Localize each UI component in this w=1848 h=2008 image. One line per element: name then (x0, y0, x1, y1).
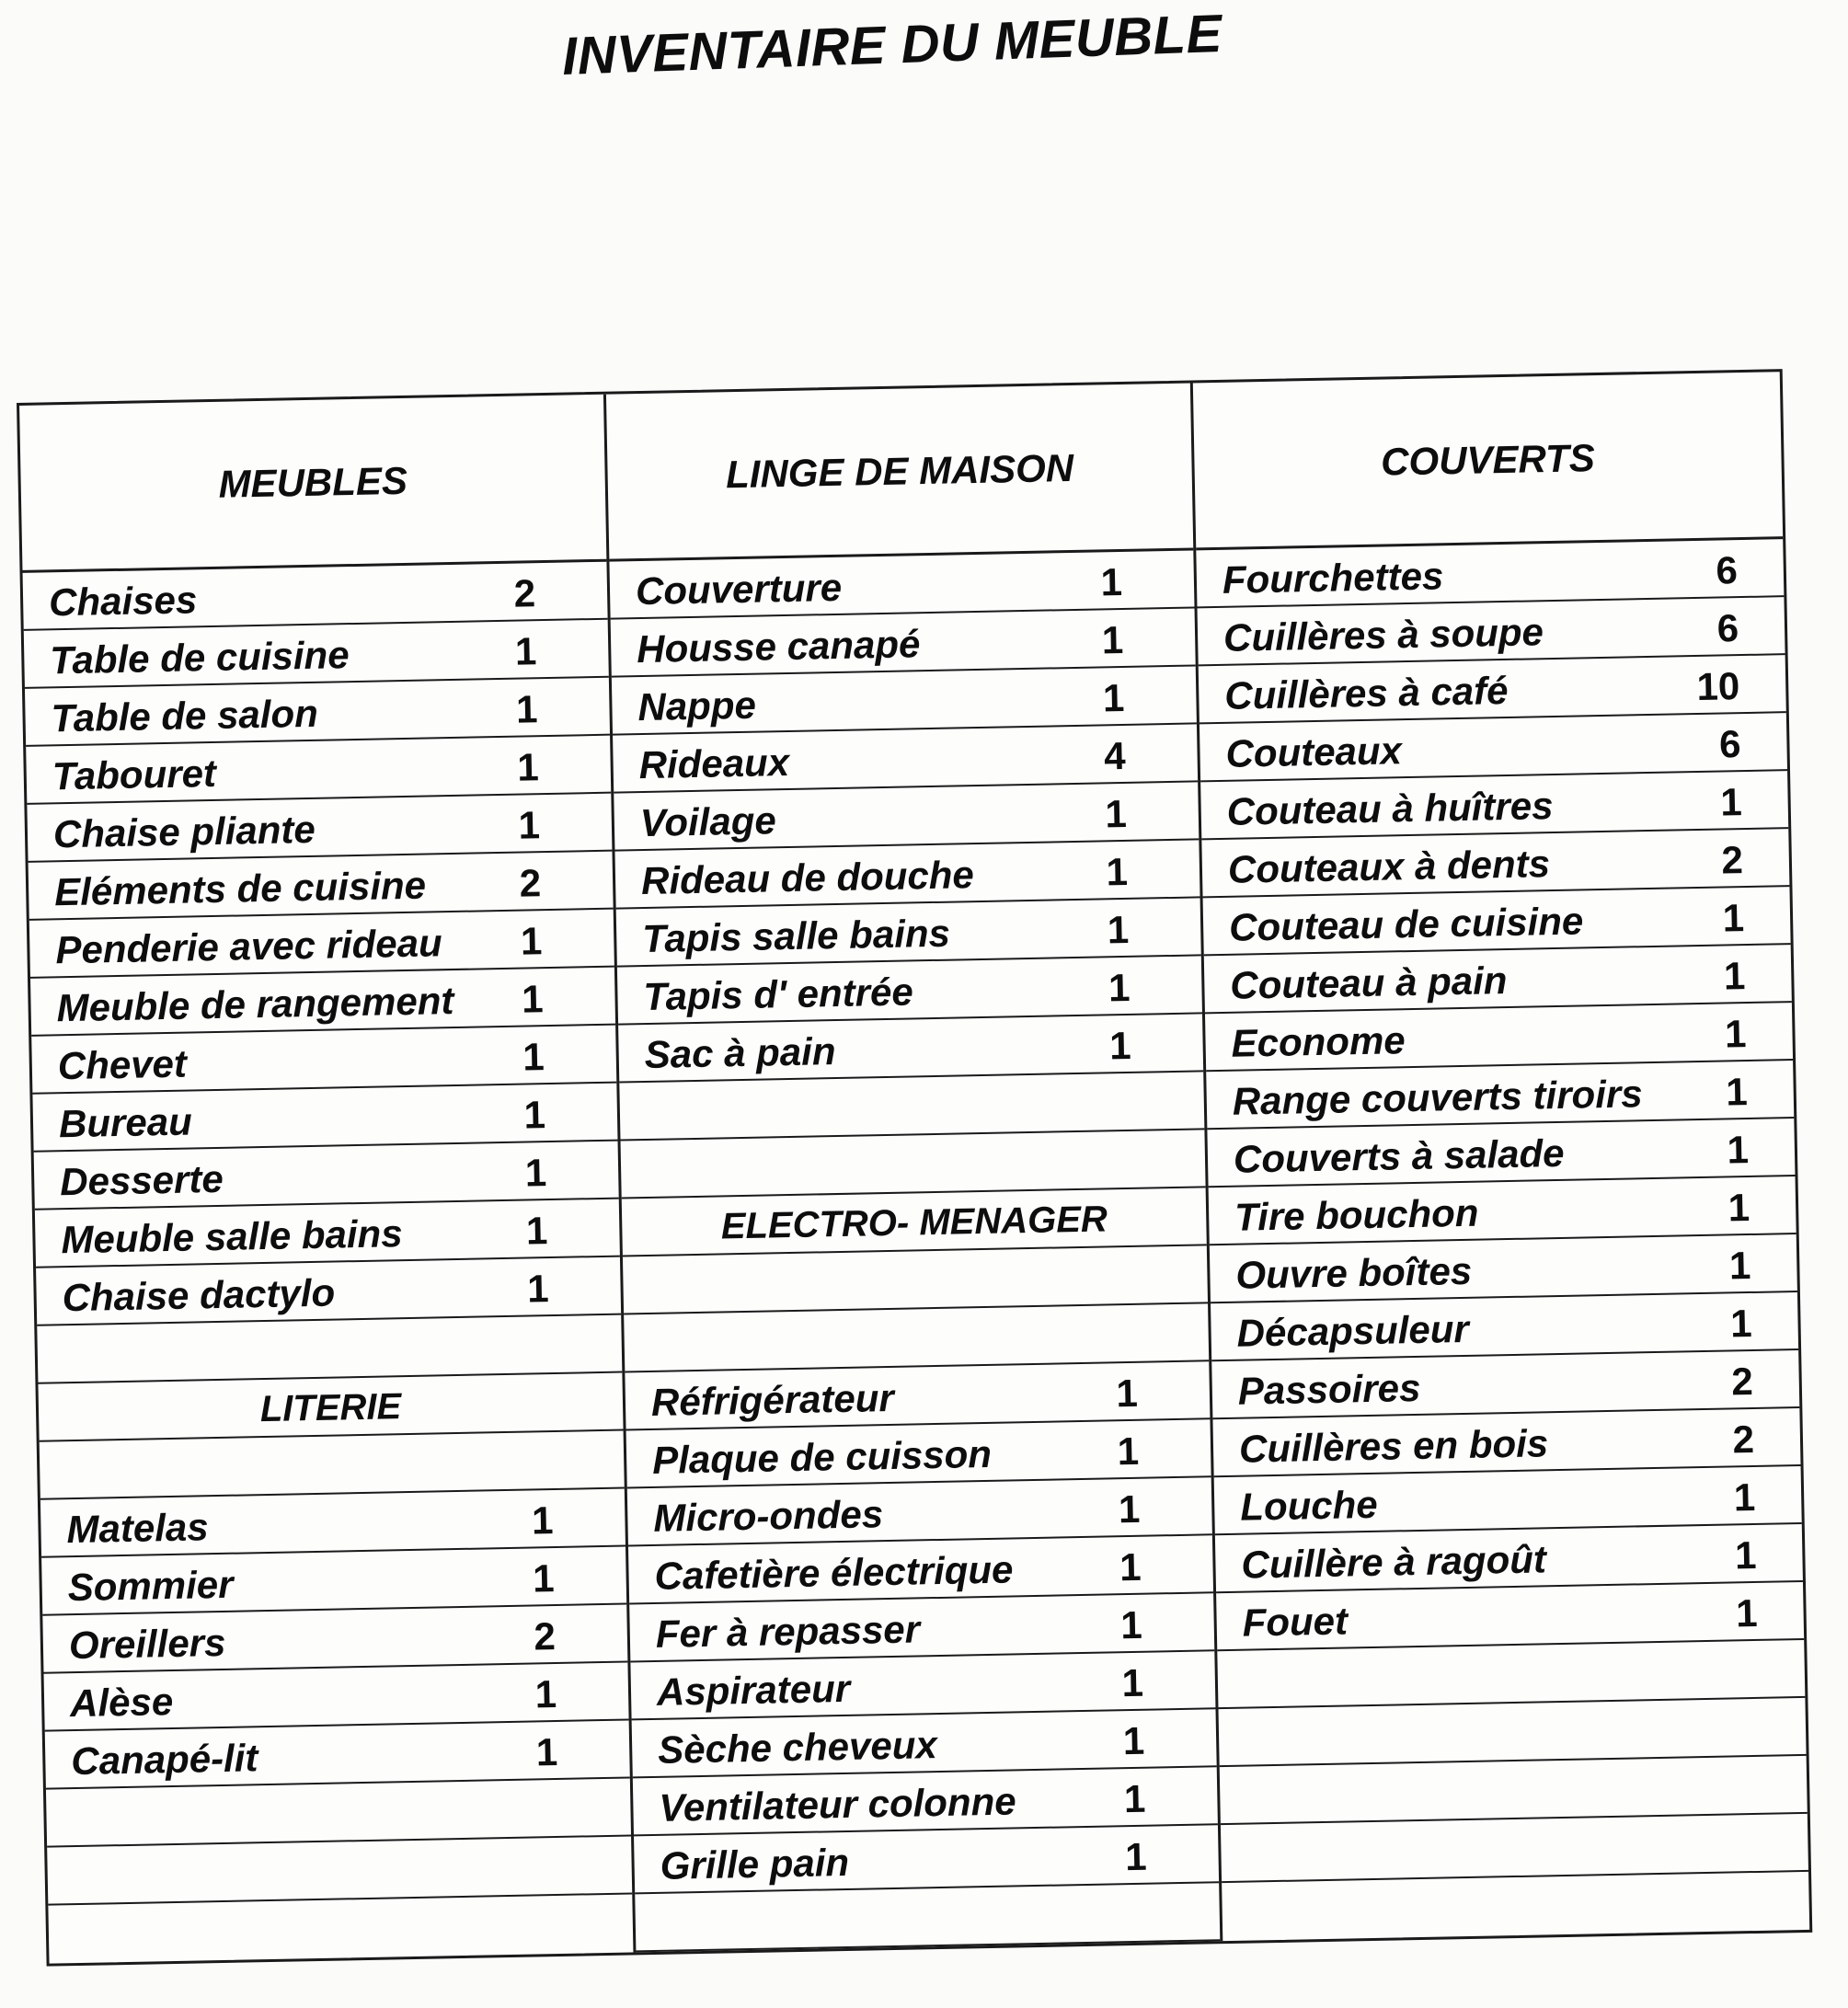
item-quantity: 1 (524, 1151, 547, 1195)
item-quantity: 1 (1104, 791, 1128, 836)
list-couverts (1196, 539, 1804, 1651)
item-name: Ouvre boîtes (1234, 1248, 1473, 1297)
item-quantity: 6 (1716, 606, 1739, 650)
header-couverts: COUVERTS (1193, 372, 1783, 550)
item-name: Couteau de cuisine (1228, 899, 1584, 949)
item-name: Louche (1239, 1482, 1379, 1529)
item-name: Desserte (59, 1156, 224, 1204)
item-quantity: 1 (515, 687, 538, 731)
item-quantity: 1 (525, 1209, 548, 1253)
item-name: Meuble salle bains (61, 1211, 403, 1262)
item-quantity: 1 (1727, 1185, 1750, 1230)
item-name: Plaque de cuisson (651, 1431, 993, 1482)
item-name: Cuillère à ragoût (1241, 1537, 1547, 1587)
item-quantity: 1 (1108, 1023, 1132, 1068)
item-name: Rideaux (638, 740, 790, 787)
item-quantity: 1 (522, 1035, 545, 1079)
item-quantity: 1 (1735, 1590, 1759, 1635)
item-quantity: 1 (526, 1267, 550, 1311)
item-name: Penderie avec rideau (54, 921, 443, 972)
item-name: Chaise pliante (52, 807, 316, 856)
item-quantity: 1 (1729, 1301, 1753, 1346)
item-name: Matelas (66, 1505, 210, 1552)
item-quantity: 1 (1722, 896, 1745, 940)
item-name: Sèche cheveux (657, 1723, 938, 1772)
item-name: Housse canapé (636, 622, 921, 671)
item-quantity: 1 (1117, 1429, 1140, 1474)
item-quantity: 2 (513, 571, 536, 615)
page-title: INVENTAIRE DU MEUBLE (561, 3, 1223, 86)
item-name: Nappe (637, 683, 757, 729)
item-quantity: 1 (1123, 1776, 1146, 1821)
item-quantity: 2 (534, 1614, 557, 1658)
item-quantity: 1 (1124, 1834, 1148, 1879)
item-quantity: 1 (1107, 907, 1130, 952)
item-name: Range couverts tiroirs (1232, 1072, 1644, 1123)
empty-row (47, 1836, 632, 1905)
item-name: Voilage (639, 798, 777, 845)
item-name: Meuble de rangement (56, 978, 454, 1030)
column-meubles-literie (19, 395, 636, 1964)
item-quantity: 6 (1718, 722, 1741, 766)
item-name: Fouet (1242, 1599, 1349, 1645)
item-name: Réfrigérateur (650, 1375, 895, 1424)
item-name: Fer à repasser (655, 1607, 921, 1656)
item-quantity: 2 (1721, 838, 1744, 882)
item-name: Rideau de douche (640, 853, 975, 903)
item-name: Couteaux à dents (1227, 842, 1551, 891)
item-quantity: 1 (523, 1093, 546, 1137)
item-quantity: 1 (532, 1556, 556, 1601)
item-quantity: 2 (1730, 1359, 1754, 1404)
item-quantity: 4 (1103, 733, 1127, 778)
item-name: Sac à pain (644, 1029, 836, 1077)
item-name: Tapis salle bains (641, 911, 951, 961)
item-quantity: 1 (531, 1498, 554, 1543)
column-linge-electro (606, 383, 1222, 1952)
item-name: Alèse (69, 1679, 174, 1726)
item-quantity: 1 (1728, 1243, 1751, 1288)
item-quantity: 10 (1696, 664, 1740, 708)
item-quantity: 1 (1119, 1602, 1143, 1647)
item-name: Décapsuleur (1236, 1306, 1470, 1355)
item-name: Couverture (635, 565, 843, 614)
item-name: Couverts à salade (1233, 1130, 1565, 1181)
list-literie (40, 1489, 630, 1790)
item-name: Chevet (57, 1041, 188, 1088)
item-name: Grille pain (660, 1840, 850, 1888)
item-quantity: 1 (534, 1671, 557, 1716)
item-quantity: 1 (1102, 675, 1125, 720)
item-quantity: 1 (1719, 780, 1743, 824)
item-name: Ventilateur colonne (658, 1779, 1017, 1830)
item-name: Passoires (1237, 1365, 1421, 1413)
inventory-sheet (17, 369, 1812, 1967)
item-quantity: 1 (1106, 849, 1129, 894)
item-quantity: 1 (1121, 1660, 1144, 1705)
item-quantity: 2 (519, 861, 542, 905)
item-name: Eléments de cuisine (53, 863, 427, 914)
item-name: Tabouret (52, 751, 217, 798)
list-linge (609, 550, 1203, 1083)
item-name: Oreillers (68, 1620, 226, 1668)
item-name: Micro-ondes (652, 1492, 884, 1540)
item-name: Aspirateur (656, 1666, 851, 1714)
item-quantity: 1 (1108, 965, 1131, 1010)
item-quantity: 1 (1122, 1718, 1145, 1763)
item-name: Table de salon (51, 691, 319, 740)
item-quantity: 1 (1101, 617, 1124, 662)
item-name: Couteaux (1225, 729, 1403, 775)
item-quantity: 1 (520, 919, 543, 963)
header-literie: LITERIE (38, 1373, 623, 1442)
item-quantity: 1 (1119, 1544, 1142, 1589)
item-name: Tire bouchon (1234, 1190, 1479, 1239)
list-electro (625, 1361, 1219, 1894)
item-quantity: 1 (521, 977, 544, 1021)
empty-row (635, 1883, 1220, 1952)
item-name: Chaise dactylo (62, 1270, 336, 1320)
header-linge-de-maison: LINGE DE MAISON (606, 384, 1193, 562)
item-name: Canapé-lit (70, 1736, 258, 1784)
item-quantity: 1 (518, 803, 541, 847)
item-name: Bureau (58, 1099, 193, 1146)
item-name: Couteau à pain (1229, 958, 1508, 1007)
item-quantity: 1 (1725, 1070, 1749, 1114)
item-name: Chaises (48, 578, 198, 625)
item-quantity: 1 (1118, 1486, 1141, 1532)
item-quantity: 1 (1723, 954, 1746, 998)
item-quantity: 1 (1724, 1012, 1747, 1056)
item-name: Table de cuisine (49, 633, 350, 683)
item-name: Cuillères en bois (1238, 1421, 1549, 1471)
item-name: Sommier (67, 1562, 234, 1610)
empty-row (1221, 1814, 1808, 1883)
column-couverts (1193, 372, 1809, 1941)
item-quantity: 1 (516, 745, 540, 789)
item-name: Cuillères à soupe (1222, 610, 1544, 660)
item-name: Fourchettes (1222, 554, 1444, 602)
inventory-table (17, 369, 1812, 1967)
header-electro-menager: ELECTRO- MENAGER (622, 1188, 1207, 1256)
item-quantity: 1 (1733, 1474, 1756, 1520)
item-name: Cuillères à café (1223, 668, 1509, 717)
item-name: Tapis d' entrée (643, 970, 914, 1019)
header-meubles: MEUBLES (19, 395, 606, 573)
item-quantity: 2 (1732, 1417, 1755, 1462)
item-quantity: 6 (1716, 548, 1739, 592)
item-quantity: 1 (1727, 1128, 1750, 1172)
item-quantity: 1 (1116, 1371, 1139, 1416)
item-quantity: 1 (1100, 559, 1123, 604)
item-quantity: 1 (1734, 1532, 1757, 1578)
list-meubles (23, 562, 622, 1326)
item-name: Econome (1231, 1018, 1406, 1065)
item-quantity: 1 (535, 1729, 558, 1774)
item-name: Cafetière électrique (654, 1547, 1014, 1598)
item-quantity: 1 (514, 629, 537, 673)
item-name: Couteau à huîtres (1226, 784, 1554, 833)
